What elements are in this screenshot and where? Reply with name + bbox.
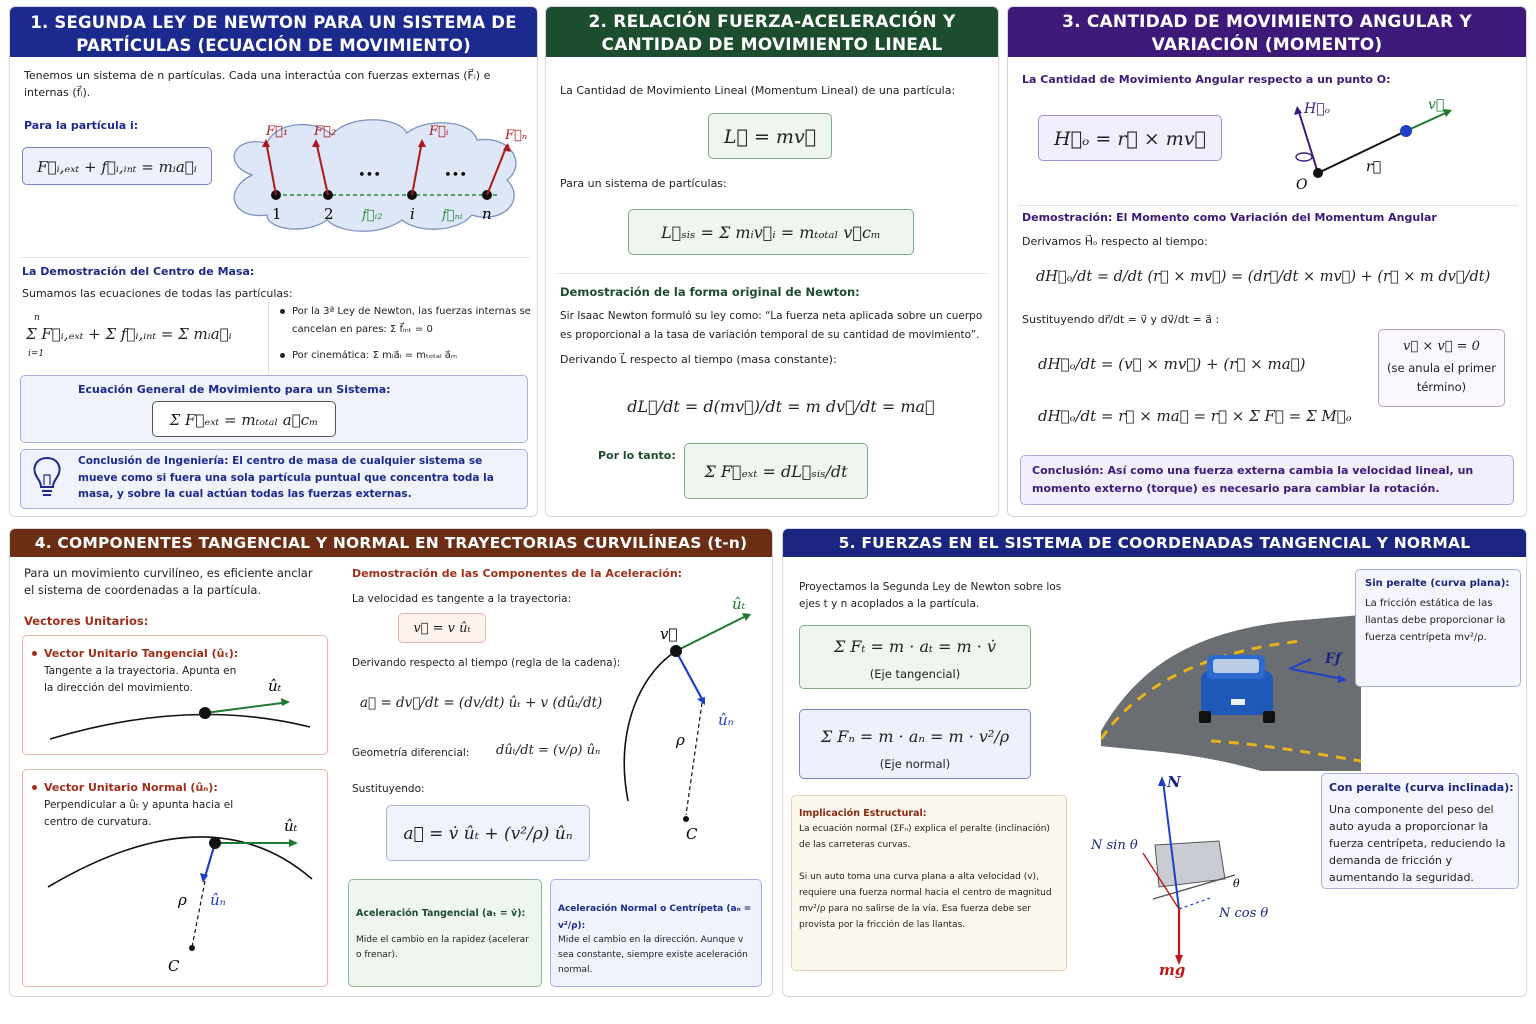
- road-car-illustration: [1101, 601, 1361, 771]
- s1-bullet-1: Por la 3ª Ley de Newton, las fuerzas internas se cancelan en pares: Σ f⃗ᵢₙₜ = 0: [292, 306, 531, 335]
- s2-demo-title: Demostración de la forma original de Newton:: [560, 285, 860, 299]
- s4-eq4: a⃗ = v̇ ûₜ + (v²/ρ) ûₙ: [386, 805, 590, 861]
- force-label-1: F⃗₁: [266, 124, 289, 139]
- v-label: v⃗: [1428, 97, 1445, 113]
- s3-subst: Sustituyendo dr⃗/dt = v⃗ y dv⃗/dt = a⃗ :: [1022, 313, 1220, 326]
- internal-force-i2: f⃗ᵢ₂: [362, 208, 383, 223]
- s4-vel: La velocidad es tangente a la trayectoria:: [352, 593, 572, 605]
- ut-label-3: ûₜ: [732, 595, 746, 613]
- s3-conclusion: Conclusión: Así como una fuerza externa cambia la velocidad lineal, un momento externo (torque) es necesario para cambiar la rotación.: [1032, 464, 1474, 495]
- angular-momentum-diagram: [1278, 91, 1478, 201]
- internal-force-ni: f⃗ₙᵢ: [442, 208, 463, 223]
- un-label: ûₙ: [210, 891, 226, 909]
- panel-5-title: 5. FUERZAS EN EL SISTEMA DE COORDENADAS TANGENCIAL Y NORMAL: [783, 529, 1526, 557]
- s2-eq3: dL⃗/dt = d(mv⃗)/dt = m dv⃗/dt = ma⃗: [627, 397, 935, 416]
- s3-eq3: dH⃗ₒ/dt = (v⃗ × mv⃗) + (r⃗ × ma⃗): [1038, 355, 1306, 373]
- dots-1: •••: [358, 168, 382, 183]
- s1-general-title: Ecuación General de Movimiento para un Sistema:: [78, 383, 391, 396]
- node-label-2: 2: [324, 205, 334, 223]
- normal-diagram: [40, 811, 320, 981]
- s3-eq1: H⃗ₒ = r⃗ × mv⃗: [1038, 115, 1222, 161]
- s5-intro: Proyectamos la Segunda Ley de Newton sobre los ejes t y n acoplados a la partícula.: [799, 581, 1062, 610]
- s2-therefore: Por lo tanto:: [598, 449, 676, 462]
- s5-imp-title: Implicación Estructural:: [799, 808, 927, 819]
- s5-flat-title: Sin peralte (curva plana):: [1365, 578, 1510, 589]
- panel-newton-system: [9, 6, 538, 517]
- panel-1-title: 1. SEGUNDA LEY DE NEWTON PARA UN SISTEMA DE PARTÍCULAS (ECUACIÓN DE MOVIMIENTO): [10, 7, 537, 57]
- force-label-n: F⃗ₙ: [505, 128, 528, 143]
- s1-conclusion: Conclusión de Ingeniería: El centro de masa de cualquier sistema se mueve como si fuera una sola partícula puntual que concentra toda la masa, y sobre la cual actúan todas las fuerzas externas.: [78, 455, 494, 500]
- s2-derive: Derivando L⃗ respecto al tiempo (masa constante):: [560, 353, 837, 366]
- s1-sum-eq: Σ F⃗ᵢ,ₑₓₜ + Σ f⃗ᵢ,ᵢₙₜ = Σ mᵢa⃗ᵢ: [26, 325, 232, 343]
- node-label-n: n: [482, 205, 492, 223]
- panel-tn-components: [9, 528, 773, 997]
- s5-eq2: Σ Fₙ = m · aₙ = m · v²/ρ: [820, 727, 1010, 746]
- s4-eq3: dûₜ/dt = (v/ρ) ûₙ: [496, 743, 601, 758]
- panel-3-title: 3. CANTIDAD DE MOVIMIENTO ANGULAR Y VARIACIÓN (MOMENTO): [1008, 7, 1526, 57]
- theta-label: θ: [1233, 877, 1240, 890]
- s5-bank-text: Una componente del peso del auto ayuda a proporcionar la fuerza centrípeta, reduciendo la demanda de fricción y aumentando la seguridad.: [1329, 803, 1506, 884]
- un-label-2: ûₙ: [718, 711, 734, 729]
- s4-un-title: Vector Unitario Normal (ûₙ):: [44, 781, 218, 794]
- s5-imp-text: La ecuación normal (ΣFₙ) explica el peralte (inclinación) de las carreteras curvas.: [799, 824, 1050, 850]
- s4-un-text: Perpendicular a ûₜ y apunta hacia el centro de curvatura.: [44, 799, 234, 828]
- s5-eq2-label: (Eje normal): [879, 757, 951, 771]
- s3-eq2: dH⃗ₒ/dt = d/dt (r⃗ × mv⃗) = (dr⃗/dt × mv⃗) + (r⃗ × m dv⃗/dt): [1036, 269, 1491, 285]
- s1-bullet-2: Por cinemática: Σ mᵢa⃗ᵢ = mₜₒₜₐₗ a⃗ₘ: [292, 350, 458, 361]
- s5-eq1: Σ Fₜ = m · aₜ = m · v̇: [834, 637, 996, 656]
- s4-nor-text: Mide el cambio en la dirección. Aunque v sea constante, siempre existe aceleración normal.: [558, 935, 748, 975]
- s1-eq-particle: F⃗ᵢ,ₑₓₜ + f⃗ᵢ,ᵢₙₜ = mᵢa⃗ᵢ: [22, 147, 212, 185]
- s2-intro: La Cantidad de Movimiento Lineal (Momentum Lineal) de una partícula:: [560, 84, 956, 97]
- s3-note: (se anula el primer término): [1387, 361, 1496, 394]
- s4-unit-title: Vectores Unitarios:: [24, 614, 149, 628]
- s1-intro: Tenemos un sistema de n partículas. Cada una interactúa con fuerzas externas (F⃗ᵢ) e internas (f⃗ᵢ).: [24, 69, 491, 99]
- Ncos-label: N cos θ: [1219, 906, 1269, 921]
- s4-ut-title: Vector Unitario Tangencial (ûₜ):: [44, 647, 239, 660]
- curvilinear-diagram: [606, 589, 766, 849]
- s2-newton: Sir Isaac Newton formuló su ley como: “La fuerza neta aplicada sobre un cuerpo es proporcional a la tasa de variación temporal de su cantidad de movimiento”.: [560, 310, 983, 341]
- s4-demo-title: Demostración de las Componentes de la Aceleración:: [352, 567, 683, 580]
- particle-cloud-diagram: [222, 115, 532, 235]
- s3-note-eq: v⃗ × v⃗ = 0: [1403, 339, 1480, 354]
- s1-for-particle: Para la partícula i:: [24, 119, 139, 132]
- s5-imp-text2: Si un auto toma una curva plana a alta velocidad (v), requiere una fuerza normal hacia el centro de magnitud mv²/ρ para no salirse de la vía. Esa fuerza debe ser provista por la fricción de las llantas.: [799, 872, 1052, 930]
- rho-label-2: ρ: [676, 731, 685, 749]
- v-label-2: v⃗: [660, 625, 678, 643]
- s3-derive: Derivamos H⃗ₒ respecto al tiempo:: [1022, 235, 1208, 248]
- s3-demo-title: Demostración: El Momento como Variación del Momentum Angular: [1022, 211, 1437, 224]
- s2-eq2: L⃗ₛᵢₛ = Σ mᵢv⃗ᵢ = mₜₒₜₐₗ v⃗cₘ: [628, 209, 914, 255]
- s5-flat-text: La fricción estática de las llantas debe proporcionar la fuerza centrípeta mv²/ρ.: [1365, 598, 1506, 643]
- rho-label: ρ: [178, 891, 187, 909]
- r-label: r⃗: [1366, 159, 1382, 175]
- tangent-diagram: [40, 677, 320, 747]
- s3-intro: La Cantidad de Movimiento Angular respecto a un punto O:: [1022, 73, 1391, 86]
- force-label-2: F⃗₂: [314, 124, 337, 139]
- C-label-2: C: [686, 825, 698, 843]
- panel-4-title: 4. COMPONENTES TANGENCIAL Y NORMAL EN TRAYECTORIAS CURVILÍNEAS (t-n): [10, 529, 772, 557]
- ut-label-2: ûₜ: [284, 817, 298, 835]
- s4-tan-title: Aceleración Tangencial (aₜ = v̇):: [356, 908, 526, 919]
- s4-eq2: a⃗ = dv⃗/dt = (dv/dt) ûₜ + v (dûₜ/dt): [360, 695, 603, 711]
- s3-eq4: dH⃗ₒ/dt = r⃗ × ma⃗ = r⃗ × Σ F⃗ = Σ M⃗ₒ: [1038, 407, 1352, 425]
- mg-label: mg: [1159, 961, 1186, 979]
- s1-demo-title: La Demostración del Centro de Masa:: [22, 265, 255, 278]
- s4-subst: Sustituyendo:: [352, 783, 425, 795]
- force-label-i: F⃗ᵢ: [429, 124, 449, 139]
- sum-lim-bottom: i=1: [28, 349, 45, 359]
- s2-system: Para un sistema de partículas:: [560, 177, 727, 190]
- panel-angular-momentum: [1007, 6, 1527, 517]
- panel-momentum-linear: [545, 6, 999, 517]
- H-label: H⃗ₒ: [1304, 101, 1331, 117]
- lightbulb-icon: [30, 455, 64, 501]
- s1-general-eq: Σ F⃗ₑₓₜ = mₜₒₜₐₗ a⃗cₘ: [152, 401, 336, 437]
- Nsin-label: N sin θ: [1091, 838, 1138, 853]
- sum-lim-top: n: [34, 313, 40, 323]
- s5-bank-title: Con peralte (curva inclinada):: [1329, 781, 1514, 794]
- s4-chain: Derivando respecto al tiempo (regla de la cadena):: [352, 657, 621, 669]
- s5-eq1-label: (Eje tangencial): [869, 667, 961, 681]
- dots-2: •••: [444, 168, 468, 183]
- C-label: C: [168, 957, 180, 975]
- Ff-label: Fƒ: [1325, 651, 1341, 667]
- ut-label: ûₜ: [268, 677, 282, 695]
- s4-nor-title: Aceleración Normal o Centrípeta (aₙ = v²/ρ):: [558, 904, 752, 931]
- panel-tn-forces: [782, 528, 1527, 997]
- banked-curve-diagram: [1083, 769, 1293, 979]
- s2-eq4: Σ F⃗ₑₓₜ = dL⃗ₛᵢₛ/dt: [684, 443, 868, 499]
- s4-tan-text: Mide el cambio en la rapidez (acelerar o frenar).: [356, 935, 529, 960]
- s1-demo-text: Sumamos las ecuaciones de todas las partículas:: [22, 287, 293, 300]
- O-label: O: [1296, 177, 1308, 193]
- node-label-1: 1: [272, 205, 282, 223]
- node-label-i: i: [410, 205, 415, 223]
- s4-eq1: v⃗ = v ûₜ: [398, 613, 486, 643]
- s4-intro: Para un movimiento curvilíneo, es eficiente anclar el sistema de coordenadas a la partícula.: [24, 566, 313, 597]
- N-label: N: [1167, 773, 1181, 791]
- s4-geo: Geometría diferencial:: [352, 747, 470, 759]
- s2-eq1: L⃗ = mv⃗: [708, 113, 832, 159]
- s4-ut-text: Tangente a la trayectoria. Apunta en la dirección del movimiento.: [44, 665, 237, 694]
- panel-2-title: 2. RELACIÓN FUERZA-ACELERACIÓN Y CANTIDAD DE MOVIMIENTO LINEAL: [546, 7, 998, 57]
